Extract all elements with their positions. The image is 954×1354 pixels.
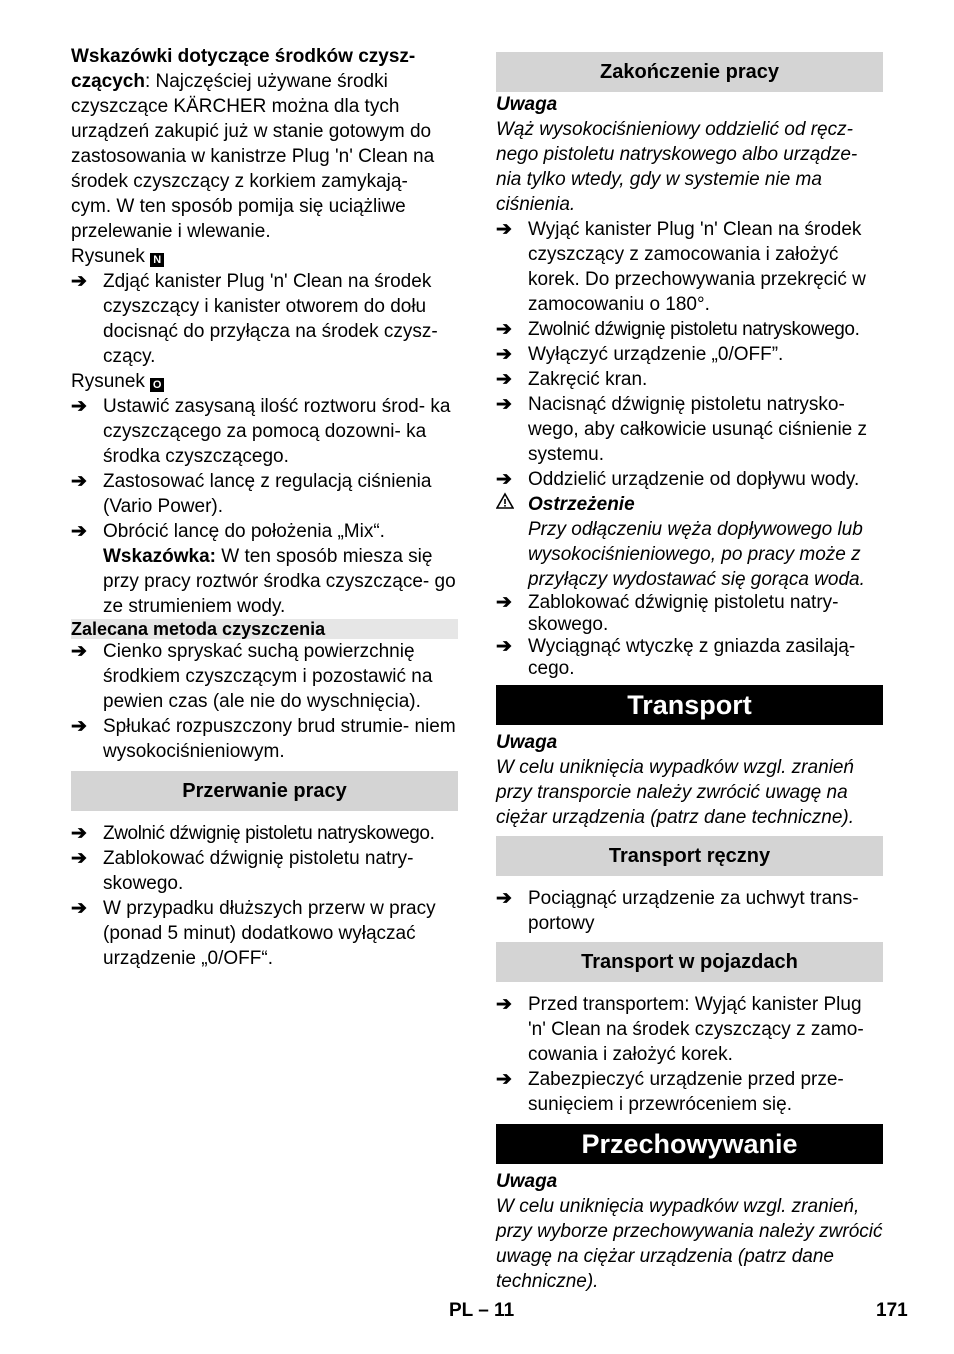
- storage-note: W celu uniknięcia wypadków wzgl. zranień, przy wyborze przechowywania należy zwrócić uwagę na ciężar urządzenia (patrz dane techniczne).: [496, 1196, 883, 1292]
- figure-n-ref: Rysunek N: [71, 244, 458, 269]
- note-label: Uwaga: [496, 1171, 558, 1192]
- arrow-right-icon: ➔: [496, 636, 512, 657]
- warning-title: Ostrzeżenie: [528, 494, 635, 515]
- arrow-right-icon: ➔: [496, 369, 512, 390]
- footer-page-label: PL – 11: [449, 1300, 515, 1321]
- footer-page-number: 171: [876, 1300, 908, 1321]
- figure-n-icon: N: [150, 253, 164, 267]
- manual-step-1: ➔ Pociągnąć urządzenie za uchwyt trans- portowy: [496, 888, 859, 934]
- vehicle-step-2: ➔ Zabezpieczyć urządzenie przed prze- sunięciem i przewróceniem się.: [496, 1069, 844, 1115]
- transport-heading: Transport: [496, 685, 883, 725]
- warning-text: Przy odłączeniu węża dopływowego lub wysokociśnieniowego, po pracy może z przyłączy wydostawać się gorąca woda.: [528, 519, 865, 590]
- end-step-6: ➔ Oddzielić urządzenie od dopływu wody.: [496, 469, 860, 490]
- recommended-method-heading: Zalecana metoda czyszczenia: [71, 619, 458, 639]
- note-label: Uwaga: [496, 94, 558, 115]
- arrow-right-icon: ➔: [496, 888, 512, 909]
- arrow-right-icon: ➔: [496, 1069, 512, 1090]
- note-label: Uwaga: [496, 732, 558, 753]
- arrow-right-icon: ➔: [71, 898, 87, 919]
- end-note: Wąż wysokociśnieniowy oddzielić od ręcz- nego pistoletu natryskowego albo urządze- nia tylko wtedy, gdy w systemie nie ma ciśnienia.: [496, 119, 858, 215]
- transport-note: W celu uniknięcia wypadków wzgl. zranień przy transporcie należy zwrócić uwagę na ciężar urządzenia (patrz dane techniczne).: [496, 757, 855, 828]
- break-heading: Przerwanie pracy: [71, 771, 458, 811]
- arrow-right-icon: ➔: [71, 396, 87, 417]
- storage-heading: Przechowywanie: [496, 1124, 883, 1164]
- break-step-2: ➔ Zablokować dźwignię pistoletu natry- skowego.: [71, 848, 414, 894]
- arrow-right-icon: ➔: [71, 641, 87, 662]
- arrow-right-icon: ➔: [71, 521, 87, 542]
- end-step-3: ➔ Wyłączyć urządzenie „0/OFF”.: [496, 344, 784, 365]
- manual-transport-heading: Transport ręczny: [496, 836, 883, 876]
- warning-triangle-icon: [496, 492, 514, 517]
- warning-block: [496, 492, 883, 592]
- break-step-3: ➔ W przypadku dłuższych przerw w pracy (ponad 5 minut) dodatkowo wyłączać urządzenie „0/OFF“.: [71, 898, 436, 969]
- arrow-right-icon: ➔: [71, 848, 87, 869]
- break-step-1: ➔ Zwolnić dźwignię pistoletu natryskowego.: [71, 823, 435, 844]
- figure-o-ref: Rysunek O: [71, 369, 458, 394]
- arrow-right-icon: ➔: [71, 716, 87, 737]
- arrow-right-icon: ➔: [496, 469, 512, 490]
- step-n1: ➔ Zdjąć kanister Plug 'n' Clean na środek czyszczący i kanister otworem do dołu docisnąć do przyłącza na środek czysz- czący.: [71, 271, 438, 367]
- right-column: [496, 52, 883, 1294]
- arrow-right-icon: ➔: [496, 592, 512, 613]
- arrow-right-icon: ➔: [496, 219, 512, 240]
- rec-step-1: ➔ Cienko spryskać suchą powierzchnię środkiem czyszczącym i pozostawić na pewien czas (ale nie do wyschnięcia).: [71, 641, 433, 712]
- arrow-right-icon: ➔: [496, 994, 512, 1015]
- figure-o-icon: O: [150, 378, 164, 392]
- arrow-right-icon: ➔: [496, 319, 512, 340]
- vehicle-step-1: ➔ Przed transportem: Wyjąć kanister Plug 'n' Clean na środek czyszczący z zamo- cowania i założyć korek.: [496, 994, 864, 1065]
- arrow-right-icon: ➔: [71, 271, 87, 292]
- left-column: [71, 44, 458, 971]
- step-o2: ➔ Zastosować lancę z regulacją ciśnienia (Vario Power).: [71, 471, 432, 517]
- end-step-5: ➔ Nacisnąć dźwignię pistoletu natrysko- wego, aby całkowicie usunąć ciśnienie z systemu.: [496, 394, 868, 465]
- end-step-2: ➔ Zwolnić dźwignię pistoletu natryskowego.: [496, 319, 860, 340]
- end-step-4: ➔ Zakręcić kran.: [496, 369, 648, 390]
- hint: Wskazówka: W ten sposób miesza się przy pracy roztwór środka czyszczące- go ze strumieniem wody.: [103, 546, 456, 617]
- arrow-right-icon: ➔: [496, 344, 512, 365]
- arrow-right-icon: ➔: [71, 471, 87, 492]
- end-step-1: ➔ Wyjąć kanister Plug 'n' Clean na środek czyszczący z zamocowania i założyć korek. Do przechowywania przekręcić w zamocowaniu o 180°.: [496, 219, 866, 315]
- cleaning-agents-intro: Wskazówki dotyczące środków czysz- czących: Najczęściej używane środki czyszczące KÄRCHER można dla tych urządzeń zakupić już w stanie gotowym do zastosowania w kanistrze Plug 'n' Clean na środek czyszczący z korkiem zamykają- cym. W ten sposób pomija się uciążliwe przelewanie i wlewanie.: [71, 46, 435, 242]
- end-heading: Zakończenie pracy: [496, 52, 883, 92]
- end-step-7: ➔ Zablokować dźwignię pistoletu natry- skowego.: [496, 592, 839, 635]
- step-o1: ➔ Ustawić zasysaną ilość roztworu środ- ka czyszczącego za pomocą dozowni- ka środka czyszczącego.: [71, 396, 451, 467]
- vehicle-transport-heading: Transport w pojazdach: [496, 942, 883, 982]
- end-step-8: ➔ Wyciągnąć wtyczkę z gniazda zasilają- cego.: [496, 636, 856, 679]
- arrow-right-icon: ➔: [71, 823, 87, 844]
- step-o3: ➔ Obrócić lancę do położenia „Mix“.: [71, 521, 385, 542]
- arrow-right-icon: ➔: [496, 394, 512, 415]
- rec-step-2: ➔ Spłukać rozpuszczony brud strumie- niem wysokociśnieniowym.: [71, 716, 456, 762]
